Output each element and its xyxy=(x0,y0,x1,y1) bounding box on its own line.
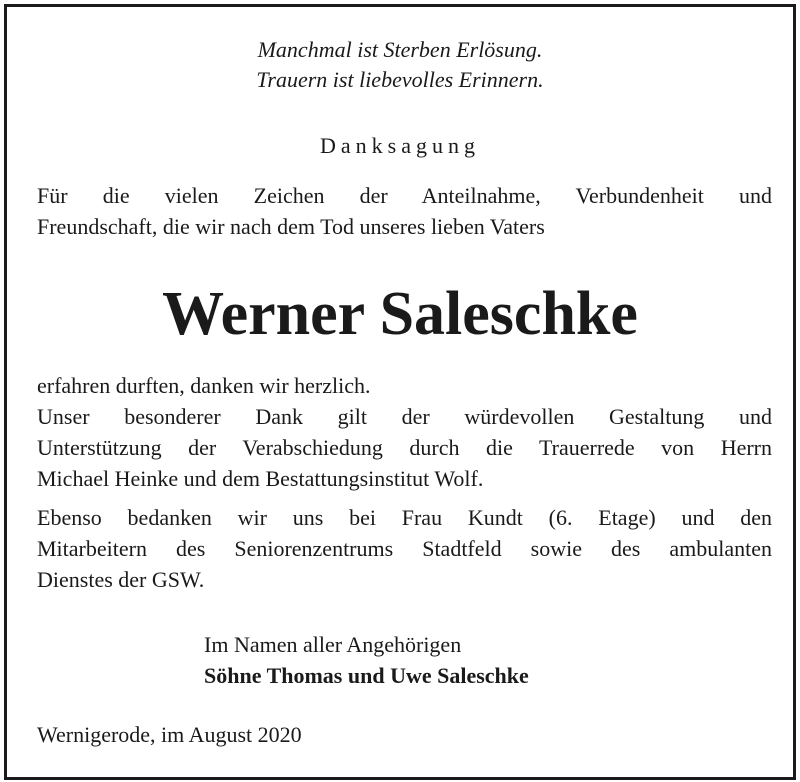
motto-line-1: Manchmal ist Sterben Erlösung. xyxy=(257,37,543,62)
body-line: erfahren durften, danken wir herzlich. xyxy=(37,373,371,398)
body-line: Michael Heinke und dem Bestattungsinstitut Wolf. xyxy=(37,466,484,491)
intro-line-2: Freundschaft, die wir nach dem Tod unseres lieben Vaters xyxy=(37,214,545,239)
motto-line-2: Trauern ist liebevolles Erinnern. xyxy=(256,67,544,92)
signature-line-2: Söhne Thomas und Uwe Saleschke xyxy=(204,663,529,688)
notice-heading: Danksagung xyxy=(320,133,480,158)
body-line: Mitarbeitern des Seniorenzentrums Stadtfeld sowie des ambulanten xyxy=(37,536,772,561)
place-date: Wernigerode, im August 2020 xyxy=(37,722,302,747)
deceased-name: Werner Saleschke xyxy=(162,280,638,348)
body-line: Unterstützung der Verabschiedung durch die Trauerrede von Herrn xyxy=(37,435,772,460)
signature-line-1: Im Namen aller Angehörigen xyxy=(204,632,462,657)
body-line: Dienstes der GSW. xyxy=(37,567,205,592)
intro-line-1: Für die vielen Zeichen der Anteilnahme, Verbundenheit und xyxy=(37,183,772,208)
obituary-notice xyxy=(4,4,796,780)
body-line: Unser besonderer Dank gilt der würdevollen Gestaltung und xyxy=(37,404,772,429)
body-line: Ebenso bedanken wir uns bei Frau Kundt (6. Etage) und den xyxy=(37,505,772,530)
